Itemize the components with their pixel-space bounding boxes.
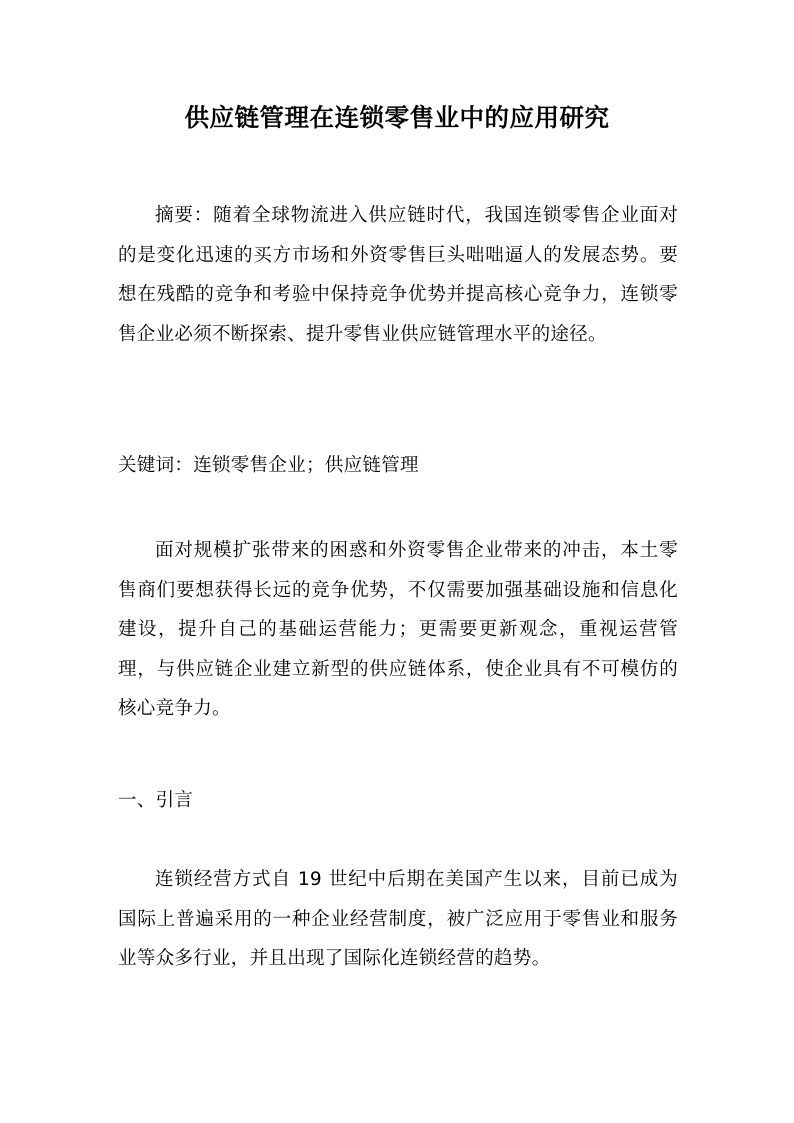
body-paragraph: 连锁经营方式自 19 世纪中后期在美国产生以来，目前已成为国际上普遍采用的一种企业经营制度，被广泛应用于零售业和服务业等众多行业，并且出现了国际化连锁经营的趋势。 [118, 869, 678, 969]
intro-paragraph: 面对规模扩张带来的困惑和外资零售企业带来的冲击，本土零售商们要想获得长远的竞争优势，不仅需要加强基础设施和信息化建设，提升自己的基础运营能力；更需要更新观念，重视运营管理，与供应链企业建立新型的供应链体系，使企业具有不可模仿的核心竞争力。 [118, 540, 678, 719]
section-heading-introduction: 一、引言 [118, 790, 194, 811]
document-title: 供应链管理在连锁零售业中的应用研究 [184, 103, 610, 132]
keywords-line: 关键词：连锁零售企业；供应链管理 [118, 455, 419, 476]
abstract-paragraph: 摘要：随着全球物流进入供应链时代，我国连锁零售企业面对的是变化迅速的买方市场和外资零售巨头咄咄逼人的发展态势。要想在残酷的竞争和考验中保持竞争优势并提高核心竞争力，连锁零售企业必须不断探索、提升零售业供应链管理水平的途径。 [118, 205, 678, 345]
